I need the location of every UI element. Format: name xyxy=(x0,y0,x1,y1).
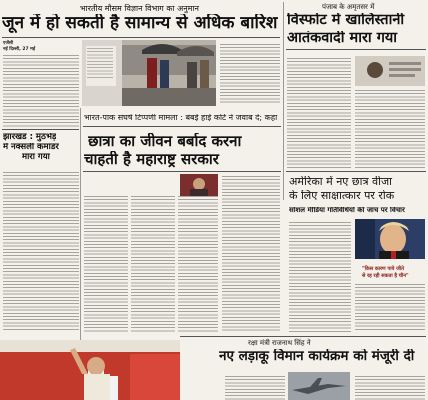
top-story-body-col1 xyxy=(3,55,79,127)
rajnath-headline: नए लड़ाकू विमान कार्यक्रम को मंजूरी दी xyxy=(219,349,415,364)
student-body-col3 xyxy=(178,196,218,332)
america-body-col1 xyxy=(289,222,351,332)
student-body-col1 xyxy=(84,196,128,332)
modi-photo-image xyxy=(0,340,180,400)
america-headline-line2: के लिए साक्षात्कार पर रोक xyxy=(289,190,395,202)
top-story-byline: एजेंसी नई दिल्ली, 27 मई xyxy=(3,41,36,52)
punjab-photo-image xyxy=(355,56,425,86)
student-photo xyxy=(180,174,218,196)
america-top-rule xyxy=(286,171,426,172)
jharkhand-headline-line2: में नक्सली कमांडर xyxy=(3,143,59,152)
punjab-body-col2 xyxy=(355,90,425,168)
court-headline: भारत-पाक संघर्ष टिप्पणी मामला : बंबई हाई कोर्ट ने जवाब दे; कहा xyxy=(84,114,278,122)
jharkhand-headline-line3: मारा गया xyxy=(22,153,50,162)
student-photo-image xyxy=(180,174,218,196)
jharkhand-headline-line1: झारखंड : मुठभेड़ xyxy=(3,133,57,142)
america-headline-line1: अमेरिका में नए छात्र वीजा xyxy=(289,176,392,188)
trump-photo-image xyxy=(355,219,425,259)
trump-photo xyxy=(355,219,425,259)
student-headline-line2: चाहती है महाराष्ट्र सरकार xyxy=(84,151,219,168)
top-story-headline: जून में हो सकती है सामान्य से अधिक बारिश xyxy=(2,14,278,33)
rajnath-top-rule xyxy=(180,336,426,337)
rajnath-body-col2 xyxy=(355,376,425,400)
punjab-rule xyxy=(286,49,426,50)
top-story-kicker: भारतीय मौसम विज्ञान विभाग का अनुमान xyxy=(80,4,199,13)
punjab-headline-line2: आतंकवादी मारा गया xyxy=(287,31,398,46)
modi-photo xyxy=(0,340,180,400)
student-headline-line1: छात्रा का जीवन बर्बाद करना xyxy=(88,133,242,150)
america-quote: "किस कारण पाये जीते से रह रही सकता है चीन" xyxy=(362,266,409,279)
court-rule xyxy=(83,126,281,127)
jharkhand-body xyxy=(3,172,79,332)
top-story-body-col2 xyxy=(220,44,280,104)
student-body-col4 xyxy=(222,176,280,332)
rajnath-kicker: रक्षा मंत्री राजनाथ सिंह ने xyxy=(248,339,311,347)
punjab-kicker: पंजाब के अमृतसर में xyxy=(322,3,375,11)
student-rule xyxy=(83,171,281,172)
rajnath-body-col1 xyxy=(225,376,285,400)
rain-photo-caption-lines xyxy=(87,48,113,78)
punjab-body-col1 xyxy=(287,58,351,168)
student-body-col2 xyxy=(131,196,175,332)
punjab-headline-line1: विस्फोट में खालिस्तानी xyxy=(287,13,405,28)
jharkhand-top-rule xyxy=(2,129,79,130)
jet-photo-image xyxy=(288,372,350,400)
top-story-rule xyxy=(2,37,280,38)
america-subhead: सोशल मीडिया गतिविधियों की जांच पर विचार xyxy=(289,207,405,214)
america-body-col2 xyxy=(355,284,425,332)
punjab-photo xyxy=(355,56,425,86)
jet-photo xyxy=(288,372,350,400)
left-column-divider xyxy=(80,108,81,340)
right-column-divider xyxy=(283,2,284,200)
